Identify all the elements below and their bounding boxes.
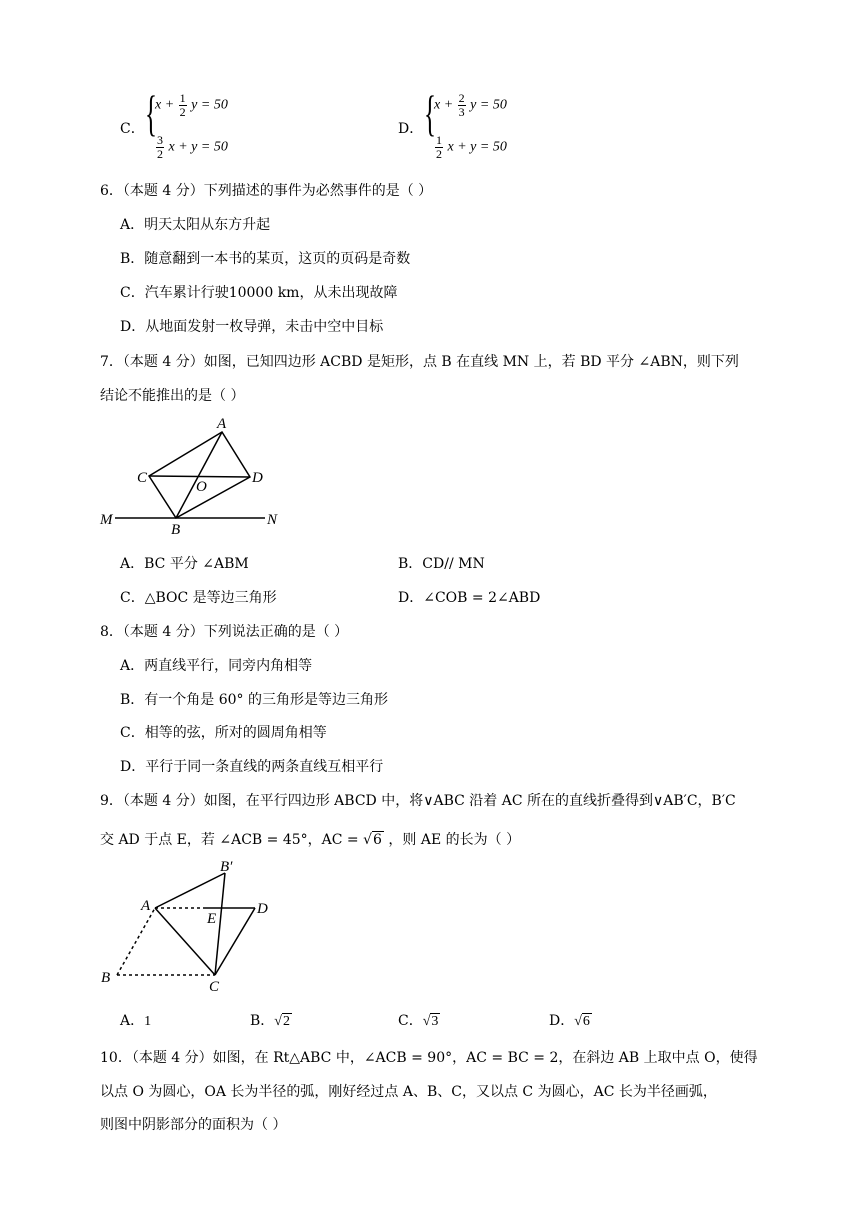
- q9-option-d: D．√6: [549, 1013, 590, 1029]
- q5-option-c-eq2: $\frac{3}{2}$ x + y = 50: [157, 133, 228, 161]
- dashed-ab: [117, 908, 155, 975]
- q10-stem-line1: 10．（本题 4 分）如图，在 Rt△ABC 中，∠ACB = 90°，AC = BC = 2，在斜边 AB 上取中点 O，使得: [100, 1050, 758, 1066]
- q7-option-c: C．△BOC 是等边三角形: [120, 590, 277, 606]
- q9-stem-line1: 9．（本题 4 分）如图，在平行四边形 ABCD 中，将∨ABC 沿着 AC 所在的直线折叠得到∨AB′C，B′C: [100, 793, 736, 809]
- q9-label-e: E: [207, 911, 217, 927]
- q5-option-c-eq1: x + $\frac{1}{2}$ y = 50: [155, 91, 228, 119]
- segment-ac: [155, 908, 215, 975]
- q7-option-b: B．CD// MN: [398, 556, 485, 572]
- q10-stem-line2: 以点 O 为圆心，OA 长为半径的弧，刚好经过点 A、B、C，又以点 C 为圆心，AC 长为半径画弧，: [100, 1084, 717, 1100]
- q9-option-b: B．√2: [250, 1013, 290, 1029]
- q9-option-a: A．1: [120, 1013, 152, 1029]
- q10-stem-line3: 则图中阴影部分的面积为（ ）: [100, 1117, 287, 1133]
- q9-option-c: C．√3: [398, 1013, 439, 1029]
- q8-option-a: A．两直线平行，同旁内角相等: [120, 658, 313, 674]
- q9-label-d: D: [257, 901, 268, 917]
- q8-option-d: D．平行于同一条直线的两条直线互相平行: [120, 759, 384, 775]
- q6-stem: 6．（本题 4 分）下列描述的事件为必然事件的是（ ）: [100, 183, 433, 199]
- q8-stem: 8．（本题 4 分）下列说法正确的是（ ）: [100, 624, 349, 640]
- q7-label-m: M: [100, 512, 113, 528]
- q6-option-d: D．从地面发射一枚导弹，未击中空中目标: [120, 319, 384, 335]
- q5-option-d-eq1: x + $\frac{2}{3}$ y = 50: [434, 91, 507, 119]
- q7-option-d: D．∠COB = 2∠ABD: [398, 590, 541, 606]
- q7-rectangle-figure: [95, 412, 295, 537]
- q9-stem-line2: 交 AD 于点 E，若 ∠ACB = 45°，AC = √6 ，则 AE 的长为（ ）: [100, 832, 521, 848]
- q7-label-d: D: [252, 470, 263, 486]
- q7-stem-line2: 结论不能推出的是（ ）: [100, 388, 245, 404]
- q9-label-c: C: [209, 979, 220, 995]
- q7-option-a: A．BC 平分 ∠ABM: [120, 556, 249, 572]
- q5-option-d-label: D．: [398, 121, 424, 137]
- q7-label-c: C: [137, 470, 148, 486]
- q5-option-d-eq2: $\frac{1}{2}$ x + y = 50: [436, 133, 507, 161]
- q9-label-b: B: [101, 970, 111, 986]
- q7-label-n: N: [267, 512, 278, 528]
- q5-option-c-label: C．: [120, 121, 145, 137]
- q8-option-c: C．相等的弦，所对的圆周角相等: [120, 725, 327, 741]
- q5-option-d-brace: {: [424, 85, 436, 141]
- diagonal-cd: [149, 476, 250, 477]
- q6-option-a: A．明天太阳从东方升起: [120, 217, 271, 233]
- q5-option-c-brace: {: [145, 85, 157, 141]
- q9-label-b-prime: B′: [220, 859, 233, 875]
- q7-stem-line1: 7．（本题 4 分）如图，已知四边形 ACBD 是矩形，点 B 在直线 MN 上，若 BD 平分 ∠ABN，则下列: [100, 354, 739, 370]
- q6-option-c: C．汽车累计行驶10000 km，从未出现故障: [120, 285, 398, 301]
- segment-ab-prime: [155, 873, 225, 908]
- q7-label-o: O: [196, 479, 207, 495]
- q9-label-a: A: [141, 898, 151, 914]
- q7-label-a: A: [217, 416, 227, 432]
- q7-label-b: B: [171, 522, 181, 537]
- q6-option-b: B．随意翻到一本书的某页，这页的页码是奇数: [120, 251, 411, 267]
- q9-parallelogram-figure: [95, 855, 285, 995]
- q8-option-b: B．有一个角是 60° 的三角形是等边三角形: [120, 692, 389, 708]
